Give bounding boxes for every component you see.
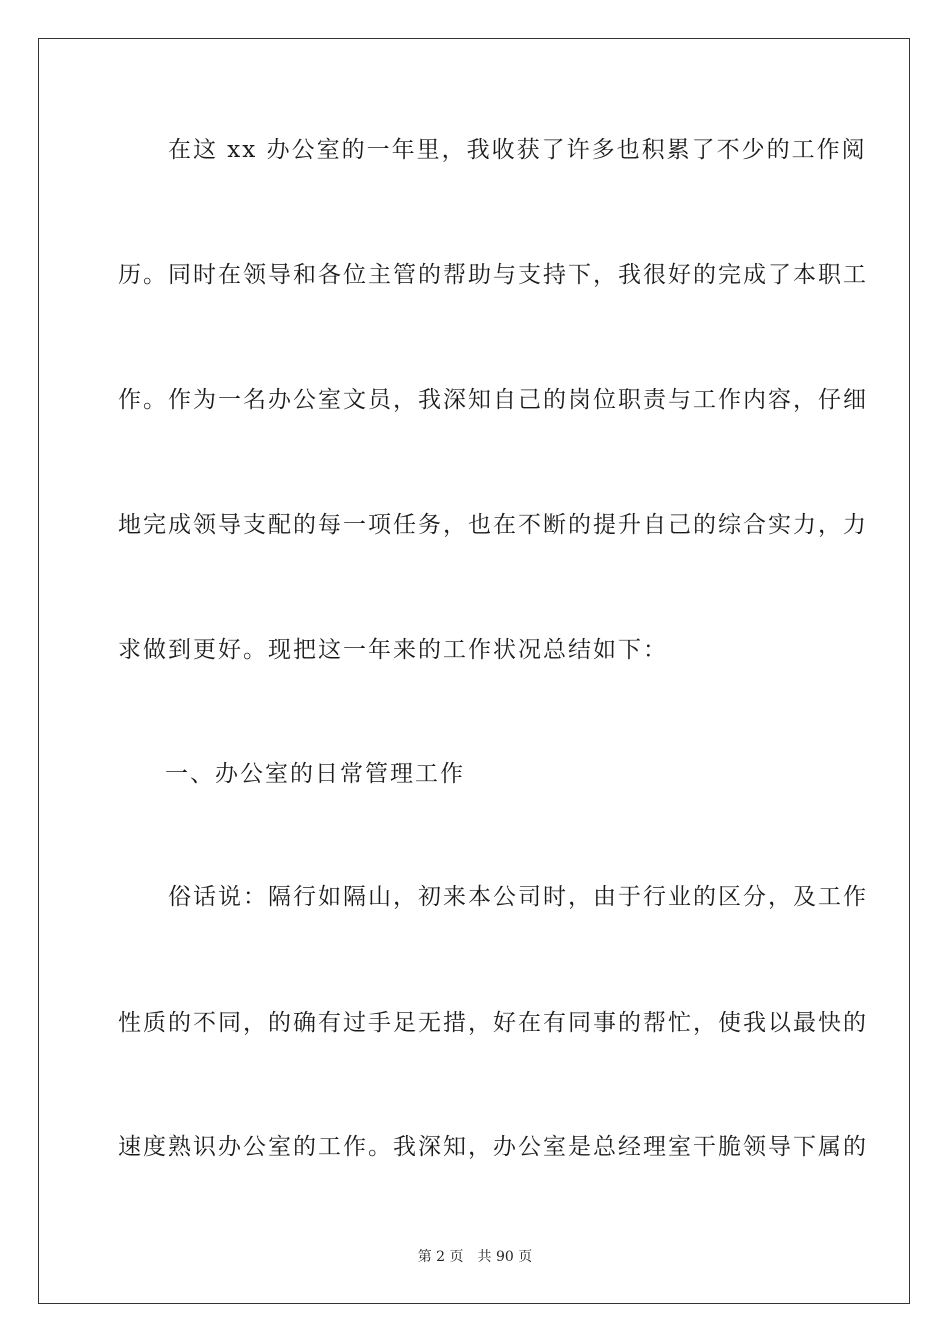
- section-heading: 一、办公室的日常管理工作: [165, 761, 465, 787]
- page-footer: [0, 1248, 950, 1266]
- paragraph-line: 速度熟识办公室的工作。我深知，办公室是总经理室干脆领导下属的: [118, 1134, 868, 1160]
- paragraph-line: 性质的不同，的确有过手足无措，好在有同事的帮忙，使我以最快的: [118, 1010, 868, 1036]
- total-pages: 共 90 页: [477, 1249, 533, 1265]
- paragraph-line: 历。同时在领导和各位主管的帮助与支持下，我很好的完成了本职工: [118, 262, 868, 288]
- page-number: 第 2 页: [417, 1249, 464, 1265]
- page-border: [38, 38, 910, 1304]
- paragraph-line: 在这 xx 办公室的一年里，我收获了许多也积累了不少的工作阅: [118, 137, 867, 163]
- paragraph-line: 作。作为一名办公室文员，我深知自己的岗位职责与工作内容，仔细: [118, 387, 868, 413]
- paragraph-line: 地完成领导支配的每一项任务，也在不断的提升自己的综合实力，力: [118, 512, 868, 538]
- paragraph-line: 俗话说：隔行如隔山，初来本公司时，由于行业的区分，及工作: [118, 884, 868, 910]
- paragraph-line: 求做到更好。现把这一年来的工作状况总结如下：: [118, 637, 668, 663]
